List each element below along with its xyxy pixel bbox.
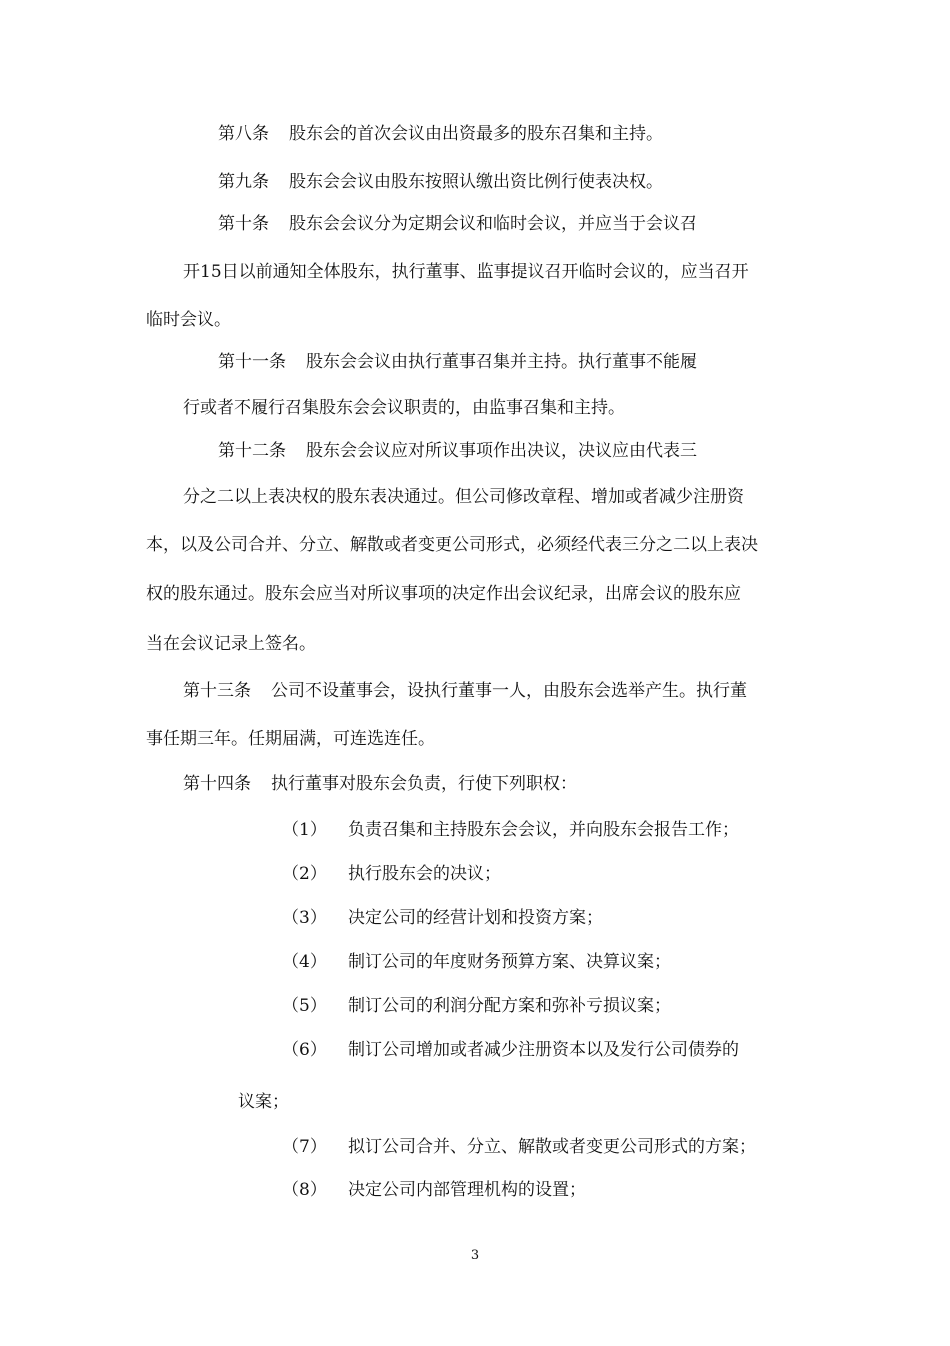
duty-text: 制订公司增加或者减少注册资本以及发行公司债券的	[348, 1040, 739, 1060]
article-10-line-3: 临时会议。	[146, 310, 231, 330]
article-10	[218, 212, 697, 236]
duty-text: 拟订公司合并、分立、解散或者变更公司形式的方案；	[348, 1137, 756, 1157]
duty-item-6	[282, 1038, 739, 1062]
page-number: 3	[470, 1248, 480, 1263]
duty-item-8	[282, 1178, 586, 1202]
article-9	[218, 170, 663, 194]
article-head: 第十四条	[183, 774, 251, 794]
article-head: 第八条	[218, 124, 269, 144]
article-12-line-5: 当在会议记录上签名。	[146, 634, 316, 654]
duty-text: 制订公司的年度财务预算方案、决算议案；	[348, 952, 671, 972]
article-12-line-4: 权的股东通过。股东会应当对所议事项的决定作出会议纪录，出席会议的股东应	[146, 584, 741, 604]
article-11	[218, 350, 697, 374]
duty-item-5	[282, 994, 671, 1018]
article-12-line-3: 本，以及公司合并、分立、解散或者变更公司形式，必须经代表三分之二以上表决	[146, 535, 758, 555]
duty-number: （7）	[282, 1137, 327, 1157]
article-text: 股东会会议应对所议事项作出决议，决议应由代表三	[306, 441, 697, 461]
duty-number: （2）	[282, 864, 327, 884]
duty-text: 决定公司的经营计划和投资方案；	[348, 908, 603, 928]
duty-number: （1）	[282, 820, 327, 840]
article-head: 第十条	[218, 214, 269, 234]
article-head: 第十一条	[218, 352, 286, 372]
article-head: 第九条	[218, 172, 269, 192]
article-head: 第十二条	[218, 441, 286, 461]
article-8	[218, 122, 663, 146]
duty-text: 负责召集和主持股东会会议，并向股东会报告工作；	[348, 820, 739, 840]
article-14	[183, 772, 577, 796]
duty-number: （5）	[282, 996, 327, 1016]
duty-text: 制订公司的利润分配方案和弥补亏损议案；	[348, 996, 671, 1016]
article-text: 公司不设董事会，设执行董事一人，由股东会选举产生。执行董	[271, 681, 747, 701]
duty-text: 执行股东会的决议；	[348, 864, 501, 884]
article-12	[218, 439, 697, 463]
article-text: 股东会会议由执行董事召集并主持。执行董事不能履	[306, 352, 697, 372]
duty-text: 决定公司内部管理机构的设置；	[348, 1180, 586, 1200]
duty-item-6-continuation: 议案；	[238, 1092, 289, 1112]
duty-item-7	[282, 1135, 756, 1159]
article-head: 第十三条	[183, 681, 251, 701]
duty-item-4	[282, 950, 671, 974]
article-11-line-2: 行或者不履行召集股东会会议职责的，由监事召集和主持。	[183, 398, 625, 418]
duty-number: （4）	[282, 952, 327, 972]
duty-number: （8）	[282, 1180, 327, 1200]
article-13	[183, 679, 747, 703]
article-text: 执行董事对股东会负责，行使下列职权：	[271, 774, 577, 794]
article-text: 股东会会议分为定期会议和临时会议，并应当于会议召	[289, 214, 697, 234]
duty-item-3	[282, 906, 603, 930]
article-12-line-2: 分之二以上表决权的股东表决通过。但公司修改章程、增加或者减少注册资	[183, 487, 744, 507]
duty-item-2	[282, 862, 501, 886]
article-10-line-2: 开15日以前通知全体股东，执行董事、监事提议召开临时会议的，应当召开	[183, 262, 749, 282]
article-text: 股东会的首次会议由出资最多的股东召集和主持。	[289, 124, 663, 144]
duty-number: （6）	[282, 1040, 327, 1060]
duty-number: （3）	[282, 908, 327, 928]
article-13-line-2: 事任期三年。任期届满，可连选连任。	[146, 729, 435, 749]
duty-item-1	[282, 818, 739, 842]
article-text: 股东会会议由股东按照认缴出资比例行使表决权。	[289, 172, 663, 192]
